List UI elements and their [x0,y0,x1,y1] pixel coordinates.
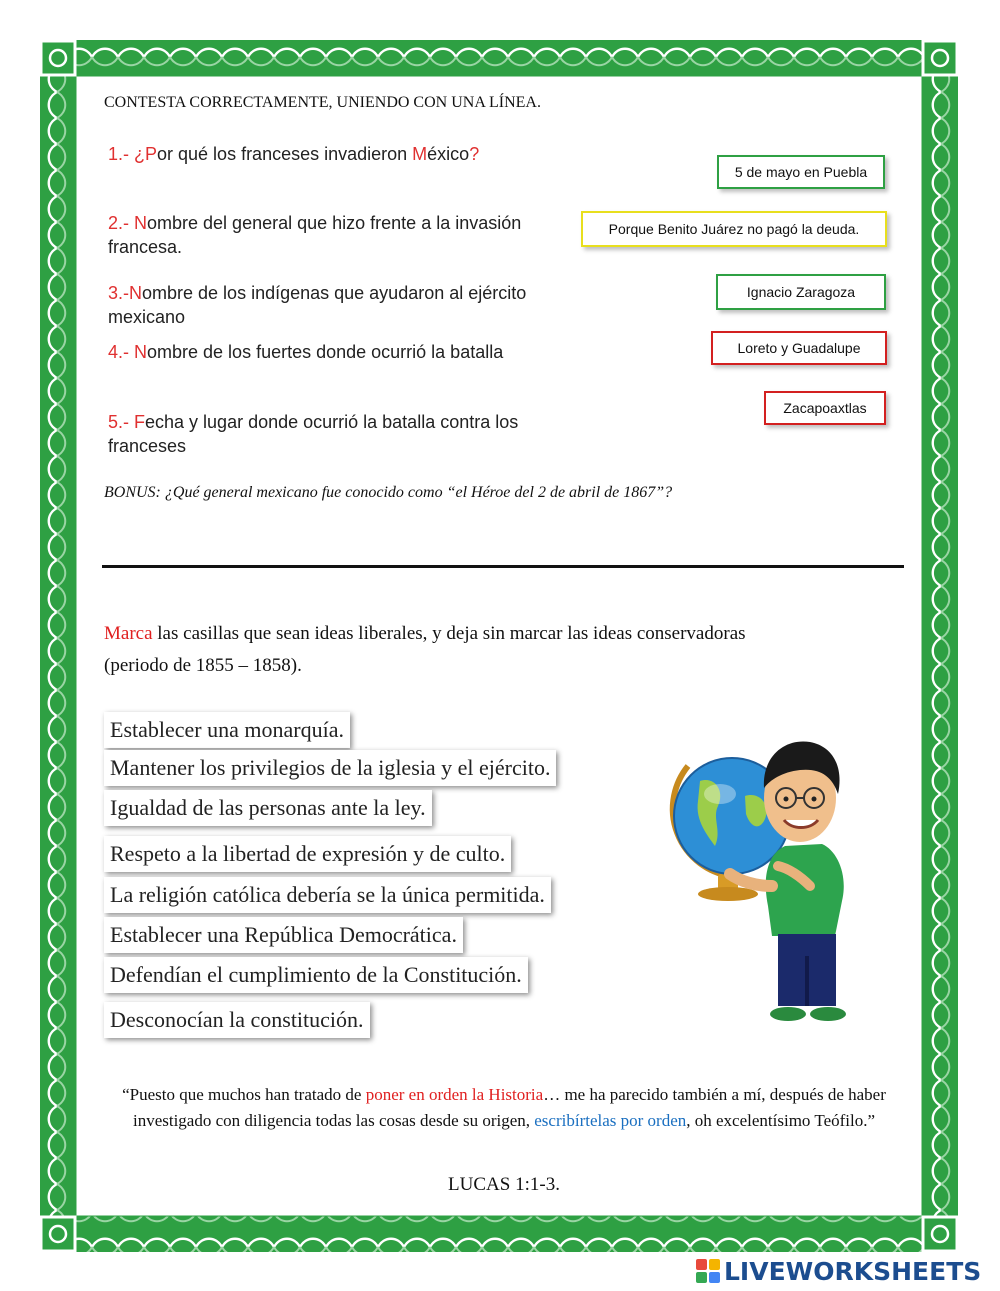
teacher-globe-illustration [660,736,860,1026]
answer-box-date[interactable]: 5 de mayo en Puebla [717,155,885,189]
question-2: 2.- Nombre del general que hizo frente a la invasión francesa. [108,213,522,257]
option-checkbox-4[interactable]: Respeto a la libertad de expresión y de culto. [104,836,511,872]
option-checkbox-7[interactable]: Defendían el cumplimiento de la Constitución. [104,957,528,993]
bonus-question: BONUS: ¿Qué general mexicano fue conocido como “el Héroe del 2 de abril de 1867”? [104,484,673,501]
answer-box-indigenous[interactable]: Zacapoaxtlas [764,391,886,425]
option-checkbox-8[interactable]: Desconocían la constitución. [104,1002,370,1038]
option-checkbox-3[interactable]: Igualdad de las personas ante la ley. [104,790,432,826]
instructions: Marca las casillas que sean ideas liberales, y deja sin marcar las ideas conservadoras (periodo de 1855 – 1858). [104,623,746,676]
option-checkbox-6[interactable]: Establecer una República Democrática. [104,917,463,953]
liveworksheets-logo[interactable] [696,1254,981,1288]
brand-mark-icon [696,1259,720,1283]
option-checkbox-2[interactable]: Mantener los privilegios de la iglesia y el ejército. [104,750,556,786]
quote-citation: LUCAS 1:1-3. [448,1174,560,1195]
brand-name: LIVEWORKSHEETS [724,1256,982,1286]
question-1: 1.- ¿Por qué los franceses invadieron México? [108,144,480,164]
activity-title: CONTESTA CORRECTAMENTE, UNIENDO CON UNA LÍNEA. [104,94,541,111]
question-4: 4.- Nombre de los fuertes donde ocurrió la batalla [108,342,504,362]
answer-box-forts[interactable]: Loreto y Guadalupe [711,331,887,365]
option-checkbox-5[interactable]: La religión católica debería se la única permitida. [104,877,551,913]
section-divider [102,565,904,568]
question-3: 3.-Nombre de los indígenas que ayudaron al ejército mexicano [108,283,527,327]
option-checkbox-1[interactable]: Establecer una monarquía. [104,712,350,748]
bible-quote: “Puesto que muchos han tratado de poner en orden la Historia… me ha parecido también a mí, después de haber investigado con diligencia todas las cosas desde su origen, escribírtelas por orden, oh excelentísimo Teófilo.” [122,1085,886,1130]
answer-box-reason[interactable]: Porque Benito Juárez no pagó la deuda. [581,211,887,247]
answer-box-general[interactable]: Ignacio Zaragoza [716,274,886,310]
question-5: 5.- Fecha y lugar donde ocurrió la batalla contra los franceses [108,412,519,456]
